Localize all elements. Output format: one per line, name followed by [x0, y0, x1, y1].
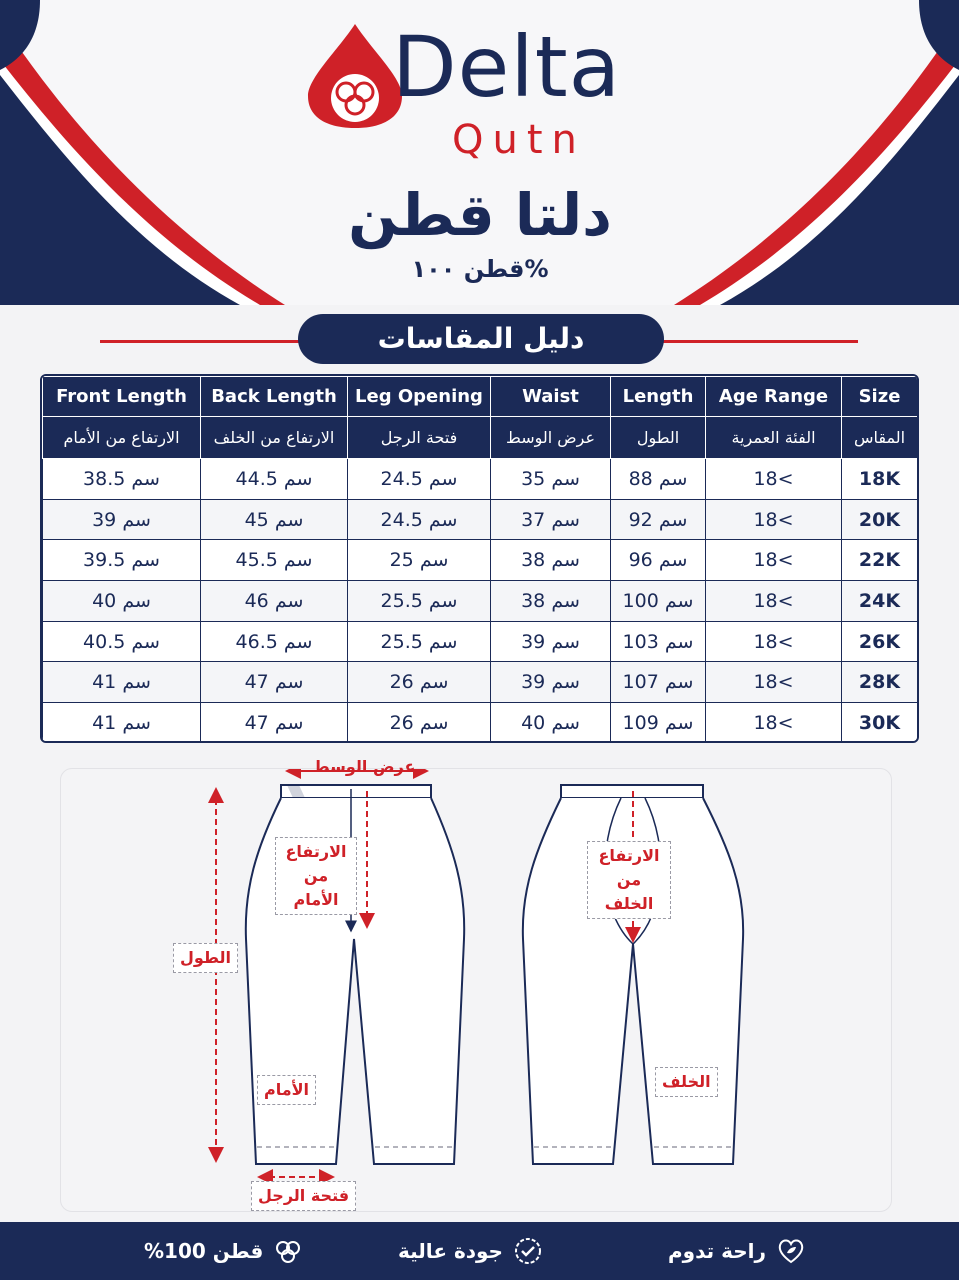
- table-row: [43, 703, 918, 743]
- cell-leg-opening: 25.5 سم: [348, 621, 491, 662]
- cell-size: 18K: [842, 459, 918, 500]
- cell-age-range: 18<: [706, 499, 842, 540]
- cell-length: 96 سم: [611, 540, 706, 581]
- size-guide-title: دليل المقاسات: [298, 314, 664, 364]
- cell-length: 100 سم: [611, 581, 706, 622]
- cell-front-length: 39.5 سم: [43, 540, 201, 581]
- measurement-diagram: [60, 757, 892, 1212]
- cell-front-length: 40.5 سم: [43, 621, 201, 662]
- header-waist: Waist: [491, 377, 611, 417]
- heart-leaf-icon: [776, 1236, 806, 1266]
- cell-front-length: 39 سم: [43, 499, 201, 540]
- cell-waist: 37 سم: [491, 499, 611, 540]
- feature-cotton-label: قطن 100%: [144, 1239, 264, 1263]
- cell-back-length: 46.5 سم: [201, 621, 348, 662]
- pants-diagram-drawing: [61, 769, 893, 1213]
- table-row: [43, 621, 918, 662]
- front-rise-label-line1: الارتفاع: [285, 842, 347, 861]
- back-rise-label-line1: الارتفاع: [598, 846, 660, 865]
- cell-back-length: 45 سم: [201, 499, 348, 540]
- cell-waist: 39 سم: [491, 621, 611, 662]
- cell-front-length: 40 سم: [43, 581, 201, 622]
- back-label: الخلف: [655, 1067, 718, 1097]
- brand-tagline: قطن ١٠٠%: [411, 255, 549, 283]
- cell-front-length: 41 سم: [43, 703, 201, 743]
- header-size: Size: [842, 377, 918, 417]
- length-label: الطول: [173, 943, 238, 973]
- cell-leg-opening: 24.5 سم: [348, 499, 491, 540]
- cell-size: 26K: [842, 621, 918, 662]
- cotton-flower-icon: [273, 1236, 303, 1266]
- cell-waist: 38 سم: [491, 581, 611, 622]
- back-rise-label: [587, 841, 671, 919]
- table-header-english: [43, 377, 918, 417]
- cell-length: 109 سم: [611, 703, 706, 743]
- brand-latin-subtitle: Qutn: [452, 117, 586, 163]
- cell-length: 107 سم: [611, 662, 706, 703]
- cell-size: 28K: [842, 662, 918, 703]
- cell-back-length: 46 سم: [201, 581, 348, 622]
- cell-age-range: 18<: [706, 703, 842, 743]
- cell-waist: 39 سم: [491, 662, 611, 703]
- cell-length: 92 سم: [611, 499, 706, 540]
- size-table-container: [40, 374, 919, 743]
- cell-back-length: 44.5 سم: [201, 459, 348, 500]
- cell-size: 22K: [842, 540, 918, 581]
- cell-waist: 35 سم: [491, 459, 611, 500]
- brand-arabic-name: دلتا قطن: [348, 181, 612, 249]
- cell-back-length: 45.5 سم: [201, 540, 348, 581]
- footer-features: [0, 1222, 959, 1280]
- cell-age-range: 18<: [706, 459, 842, 500]
- cell-age-range: 18<: [706, 662, 842, 703]
- header-leg-opening: Leg Opening: [348, 377, 491, 417]
- cell-age-range: 18<: [706, 621, 842, 662]
- cell-length: 88 سم: [611, 459, 706, 500]
- cell-back-length: 47 سم: [201, 703, 348, 743]
- cell-size: 24K: [842, 581, 918, 622]
- cell-waist: 40 سم: [491, 703, 611, 743]
- feature-cotton: [144, 1222, 303, 1280]
- header: [0, 0, 959, 305]
- quality-badge-icon: [513, 1236, 543, 1266]
- front-rise-label: [275, 837, 357, 915]
- back-rise-label-line2: من الخلف: [604, 870, 654, 913]
- waist-label: عرض الوسط: [313, 757, 416, 776]
- feature-quality: [398, 1222, 543, 1280]
- header-back-length: Back Length: [201, 377, 348, 417]
- cell-leg-opening: 25 سم: [348, 540, 491, 581]
- cell-leg-opening: 26 سم: [348, 662, 491, 703]
- cell-waist: 38 سم: [491, 540, 611, 581]
- front-label: الأمام: [257, 1075, 316, 1105]
- brand-latin-name: Delta: [392, 18, 622, 116]
- cell-back-length: 47 سم: [201, 662, 348, 703]
- header-age-range-ar: الفئة العمرية: [706, 417, 842, 459]
- leg-opening-label: فتحة الرجل: [251, 1181, 356, 1211]
- table-header-arabic: [43, 417, 918, 459]
- header-length-ar: الطول: [611, 417, 706, 459]
- header-leg-opening-ar: فتحة الرجل: [348, 417, 491, 459]
- table-row: [43, 540, 918, 581]
- feature-comfort-label: راحة تدوم: [668, 1239, 767, 1263]
- cell-front-length: 38.5 سم: [43, 459, 201, 500]
- feature-comfort: [668, 1222, 806, 1280]
- cell-age-range: 18<: [706, 581, 842, 622]
- title-divider-left: [100, 340, 300, 343]
- cell-front-length: 41 سم: [43, 662, 201, 703]
- front-rise-label-line2: من الأمام: [293, 866, 339, 909]
- header-front-length-ar: الارتفاع من الأمام: [43, 417, 201, 459]
- cell-leg-opening: 24.5 سم: [348, 459, 491, 500]
- size-table: [42, 376, 918, 743]
- table-row: [43, 499, 918, 540]
- cell-leg-opening: 26 سم: [348, 703, 491, 743]
- table-row: [43, 459, 918, 500]
- title-divider-right: [662, 340, 858, 343]
- header-back-length-ar: الارتفاع من الخلف: [201, 417, 348, 459]
- header-length: Length: [611, 377, 706, 417]
- cell-size: 30K: [842, 703, 918, 743]
- feature-quality-label: جودة عالية: [398, 1239, 503, 1263]
- table-row: [43, 581, 918, 622]
- header-waist-ar: عرض الوسط: [491, 417, 611, 459]
- cell-leg-opening: 25.5 سم: [348, 581, 491, 622]
- cell-age-range: 18<: [706, 540, 842, 581]
- cell-size: 20K: [842, 499, 918, 540]
- table-row: [43, 662, 918, 703]
- cell-length: 103 سم: [611, 621, 706, 662]
- header-size-ar: المقاس: [842, 417, 918, 459]
- header-age-range: Age Range: [706, 377, 842, 417]
- header-front-length: Front Length: [43, 377, 201, 417]
